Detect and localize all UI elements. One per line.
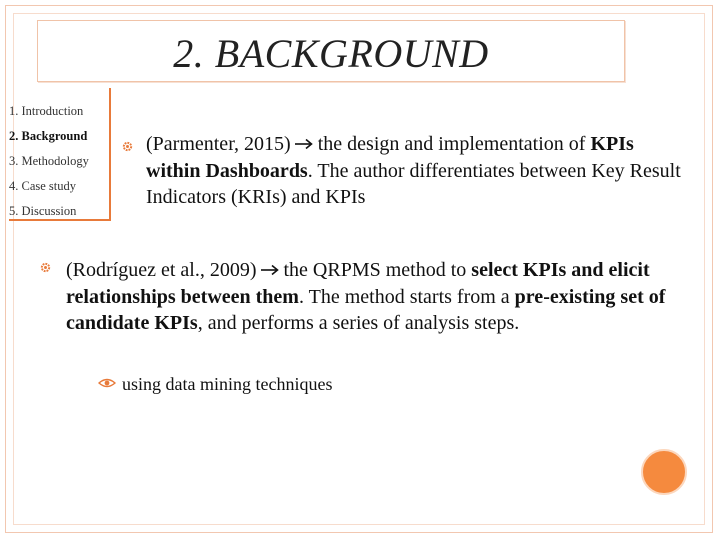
bullet-bold-text: KPIs within Dashboards	[146, 133, 634, 182]
arrow-right-icon	[260, 264, 280, 276]
nav-item-background[interactable]: 2. Background	[9, 129, 88, 143]
bullet-mid-text: . The method starts from a	[298, 285, 510, 308]
eye-bullet-icon	[98, 377, 116, 389]
nav-divider-horizontal	[9, 219, 111, 221]
sub-bullet-data-mining: using data mining techniques	[122, 374, 333, 394]
citation-parmenter: (Parmenter, 2015)	[146, 133, 291, 155]
title-box	[37, 20, 625, 82]
arrow-right-icon	[294, 138, 314, 150]
bullet-lead-text: the design and implementation of	[317, 133, 586, 155]
citation-rodriguez: (Rodríguez et al., 2009)	[66, 259, 257, 281]
nav-item-methodology[interactable]: 3. Methodology	[9, 154, 89, 168]
bullet-rest-text: . The author differentiates between Key Result Indicators (KRIs) and KPIs	[146, 159, 681, 208]
bullet-lead-text: the QRPMS method to	[283, 259, 467, 281]
bullet-bold-text-2: pre-existing set of candidate KPIs	[66, 285, 666, 334]
section-nav	[9, 99, 89, 224]
slide-title: 2. BACKGROUND	[173, 31, 489, 76]
gear-bullet-icon	[122, 141, 133, 152]
nav-item-introduction[interactable]: 1. Introduction	[9, 104, 84, 118]
bullet-rodriguez	[66, 257, 696, 337]
decorative-circle	[641, 449, 687, 495]
gear-bullet-icon	[40, 262, 51, 273]
nav-item-case-study[interactable]: 4. Case study	[9, 179, 77, 193]
bullet-bold-text: select KPIs and elicit relationships between them	[66, 259, 650, 308]
nav-item-discussion[interactable]: 5. Discussion	[9, 204, 77, 218]
nav-divider-vertical	[109, 88, 111, 220]
bullet-parmenter	[146, 131, 691, 211]
bullet-rest-text: , and performs a series of analysis steps.	[197, 312, 520, 334]
